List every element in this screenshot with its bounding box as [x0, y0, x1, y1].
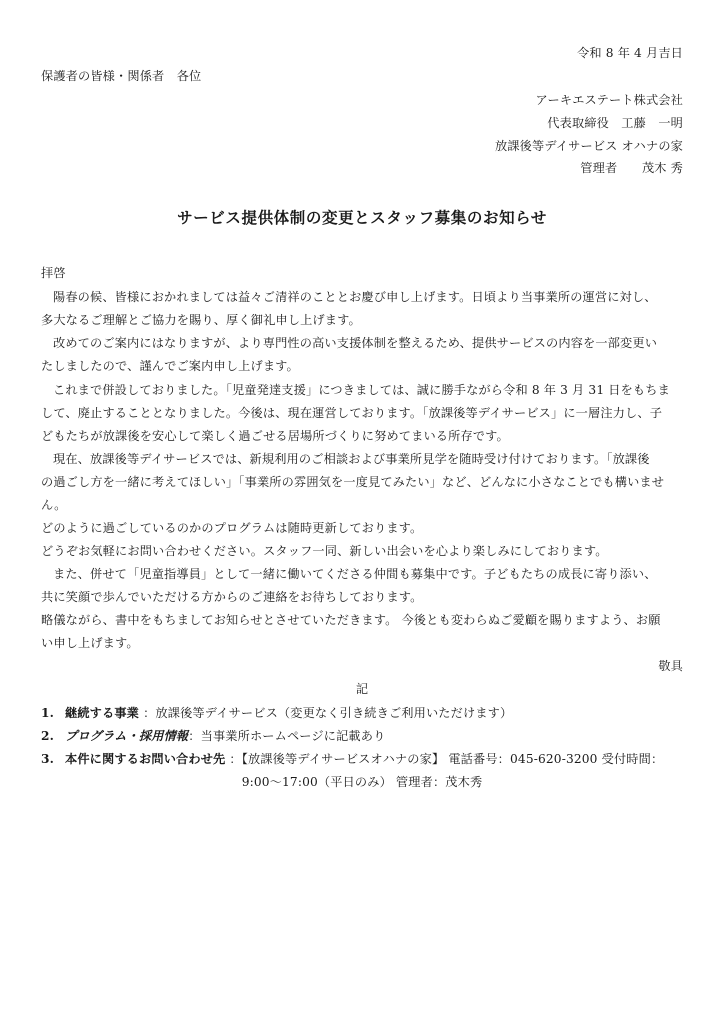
note-number: 2. — [41, 729, 55, 743]
issue-date: 令和 8 年 4 月吉日 — [577, 46, 683, 60]
sender-facility: 放課後等デイサービス オハナの家 — [495, 139, 683, 153]
body-line: 改めてのご案内にはなりますが、より専門性の高い支援体制を整えるため、提供サービスの内容を一部変更い — [53, 336, 658, 350]
body-line: い申し上げます。 — [41, 636, 139, 650]
body-line: して、廃止することとなりました。今後は、現在運営しております。「放課後等デイサービス」に一層注力し、子 — [41, 406, 663, 420]
note-label: 本件に関するお問い合わせ先 — [65, 752, 226, 766]
note-number: 1. — [41, 706, 55, 720]
body-line: また、併せて「児童指導員」として一緒に働いてくださる仲間も募集中です。子どもたちの成長に寄り添い、 — [53, 567, 657, 581]
note-item — [41, 751, 683, 767]
note-text: ：【放課後等デイサービスオハナの家】 電話番号：045-620-3200 受付時間： — [229, 752, 664, 766]
body-line: ん。 — [41, 498, 67, 512]
document-title: サービス提供体制の変更とスタッフ募集のお知らせ — [177, 208, 547, 227]
body-line: これまで併設しておりました。「児童発達支援」につきましては、誠に勝手ながら令和 8 年 3 月 31 日をもちま — [53, 383, 670, 397]
addressee: 保護者の皆様・関係者 各位 — [41, 69, 202, 83]
note-text: ：放課後等デイサービス（変更なく引き続きご利用いただけます） — [143, 706, 513, 720]
note-label: プログラム・採用情報 — [65, 729, 189, 743]
note-label: 継続する事業 — [65, 706, 140, 720]
body-line: 多大なるご理解とご協力を賜り、厚く御礼申し上げます。 — [41, 313, 361, 327]
sender-manager: 管理者 茂木 秀 — [580, 161, 683, 175]
body-line: の過ごし方を一緒に考えてほしい」「事業所の雰囲気を一度見てみたい」など、どんなに小さなことでも構いませ — [41, 475, 665, 489]
body-line: たしましたので、謹んでご案内申し上げます。 — [41, 359, 299, 373]
body-line: どのように過ごしているのかのプログラムは随時更新しております。 — [41, 521, 423, 535]
sender-representative: 代表取締役 工藤 一明 — [547, 116, 683, 130]
note-item — [41, 705, 683, 721]
body-line: どうぞお気軽にお問い合わせください。スタッフ一同、新しい出会いを心より楽しみにしております。 — [41, 544, 608, 558]
body-line: 陽春の候、皆様におかれましては益々ご清祥のこととお慶び申し上げます。日頃より当事業所の運営に対し、 — [53, 290, 657, 304]
closing-salutation: 敬具 — [658, 659, 683, 673]
body-line: 略儀ながら、書中をもちましてお知らせとさせていただきます。 今後とも変わらぬご愛顧を賜りますよう、お願 — [41, 613, 661, 627]
body-line: 共に笑顔で歩んでいただける方からのご連絡をお待ちしております。 — [41, 590, 423, 604]
note-number: 3. — [41, 752, 55, 766]
note-text: ：当事業所ホームページに記載あり — [188, 729, 386, 743]
notes-heading: 記 — [355, 682, 369, 696]
sender-company: アーキエステート株式会社 — [535, 93, 683, 107]
body-line: 現在、放課後等デイサービスでは、新規利用のご相談および事業所見学を随時受け付けております。「放課後 — [53, 452, 650, 466]
body-line: どもたちが放課後を安心して楽しく過ごせる居場所づくりに努めてまいる所存です。 — [41, 429, 509, 443]
note-item — [41, 728, 683, 744]
opening-salutation: 拝啓 — [41, 266, 66, 280]
note-continuation: 9:00〜17:00（平日のみ） 管理者：茂木秀 — [241, 775, 483, 789]
